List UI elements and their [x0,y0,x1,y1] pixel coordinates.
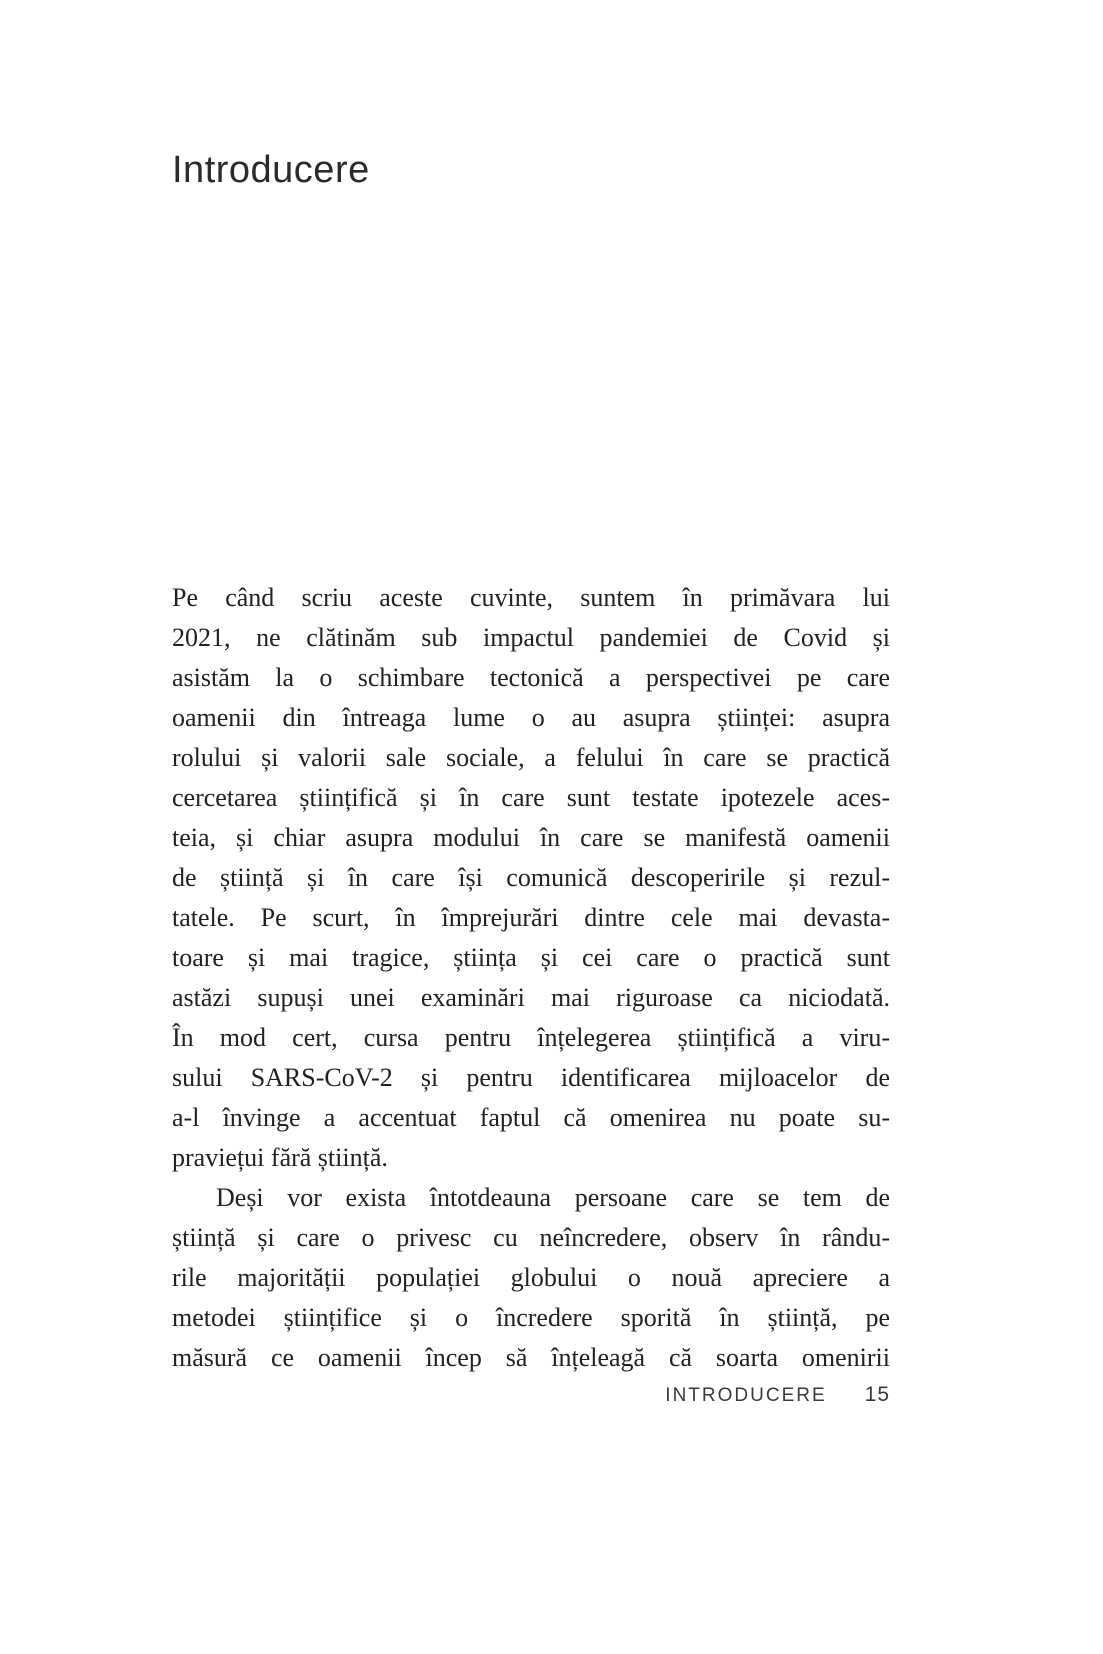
text-line: astăzi supuși unei examinări mai riguroase ca niciodată. [172,983,890,1012]
text-line: 2021, ne clătinăm sub impactul pandemiei de Covid și [172,623,890,652]
text-line: În mod cert, cursa pentru înțelegerea științifică a viru- [172,1023,890,1052]
running-header: INTRODUCERE [665,1385,827,1406]
text-line: de știință și în care își comunică descoperirile și rezul- [172,863,890,892]
text-line: a-l învinge a accentuat faptul că omenirea nu poate su- [172,1103,890,1132]
text-line: oamenii din întreaga lume o au asupra științei: asupra [172,703,890,732]
text-line: știință și care o privesc cu neîncredere, observ în rându- [172,1223,890,1252]
text-line: cercetarea științifică și în care sunt testate ipotezele aces- [172,783,890,812]
page-footer [172,1384,890,1407]
text-line: metodei științifice și o încredere sporită în știință, pe [172,1303,890,1332]
text-line: toare și mai tragice, știința și cei care o practică sunt [172,943,890,972]
text-line: teia, și chiar asupra modului în care se manifestă oamenii [172,823,890,852]
chapter-title: Introducere [172,149,370,191]
text-line: rolului și valorii sale sociale, a felului în care se practică [172,743,890,772]
text-line: măsură ce oamenii încep să înțeleagă că soarta omenirii [172,1343,890,1372]
page-number: 15 [864,1383,890,1406]
text-line: Deși vor exista întotdeauna persoane care se tem de [216,1183,890,1212]
text-line: praviețui fără știință. [172,1143,388,1172]
text-line: asistăm la o schimbare tectonică a perspectivei pe care [172,663,890,692]
text-line: sului SARS-CoV-2 și pentru identificarea mijloacelor de [172,1063,890,1092]
text-line: tatele. Pe scurt, în împrejurări dintre cele mai devasta- [172,903,890,932]
text-line: rile majorității populației globului o nouă apreciere a [172,1263,890,1292]
text-line: Pe când scriu aceste cuvinte, suntem în primăvara lui [172,583,890,612]
body-text [172,578,890,1378]
